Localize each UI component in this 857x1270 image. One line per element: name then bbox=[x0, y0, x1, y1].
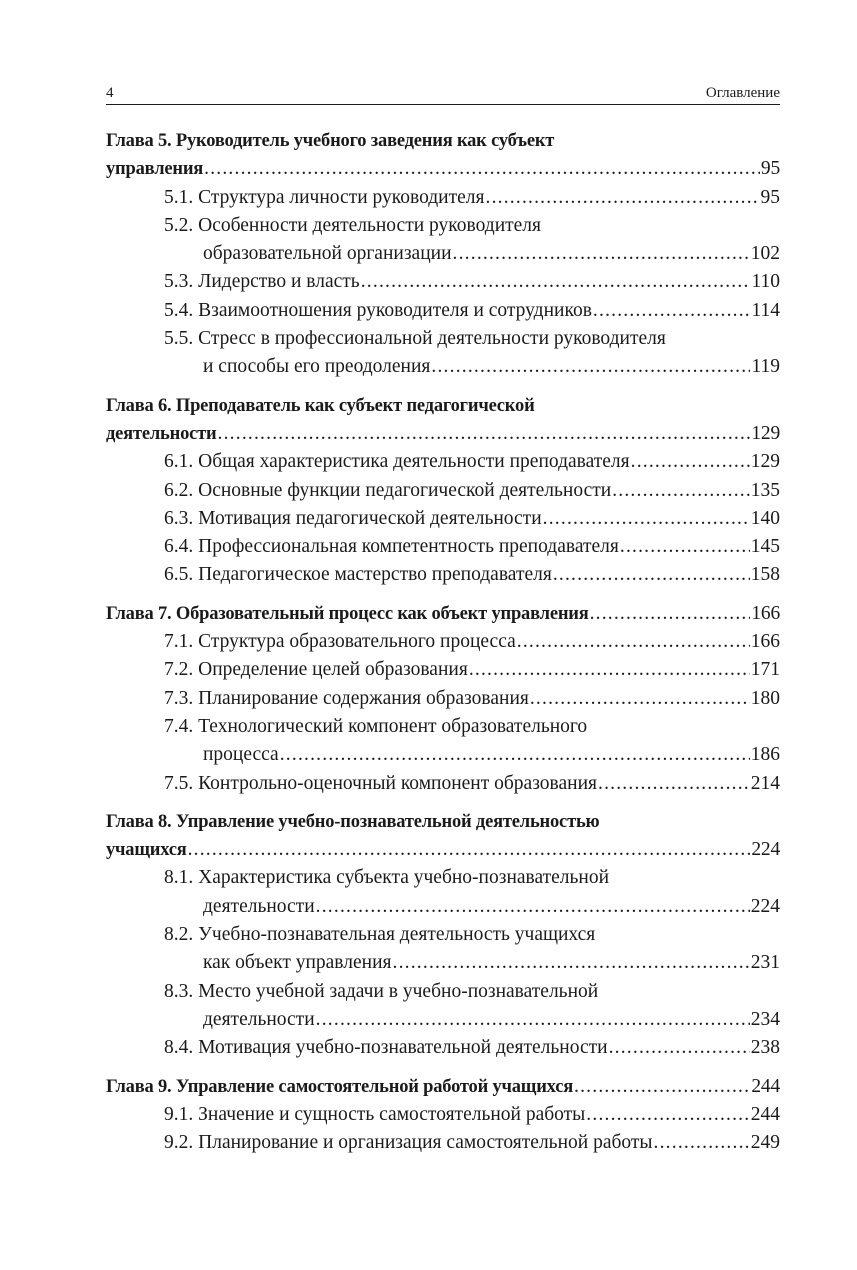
toc-page-number: 158 bbox=[750, 564, 780, 586]
dot-leader bbox=[361, 268, 751, 296]
toc-chapter-line bbox=[106, 155, 780, 183]
toc-entry-text: образовательной организации bbox=[203, 243, 452, 265]
chapter-gap bbox=[106, 1063, 780, 1073]
toc-section-line bbox=[106, 1006, 780, 1034]
toc-section-line bbox=[106, 353, 780, 381]
toc-chapter-line bbox=[106, 808, 780, 836]
toc-chapter-line bbox=[106, 127, 780, 155]
toc-entry-text: 6.3. Мотивация педагогической деятельности bbox=[164, 507, 542, 529]
toc-section-line bbox=[106, 240, 780, 268]
toc-page-number: 95 bbox=[760, 186, 780, 208]
toc-page-number: 224 bbox=[750, 895, 780, 917]
dot-leader bbox=[517, 628, 750, 656]
toc-section-line bbox=[106, 448, 780, 476]
toc-entry-text: Глава 5. Руководитель учебного заведения как субъект bbox=[106, 131, 555, 151]
toc-section-line bbox=[106, 1101, 780, 1129]
toc-page-number: 214 bbox=[750, 772, 780, 794]
toc-entry-text: 9.1. Значение и сущность самостоятельной работы bbox=[164, 1103, 586, 1125]
page-header bbox=[106, 82, 780, 104]
toc-section-line bbox=[106, 533, 780, 561]
toc-section-line bbox=[106, 893, 780, 921]
chapter-gap bbox=[106, 382, 780, 392]
dot-leader bbox=[593, 297, 751, 325]
toc-entry-text: 5.5. Стресс в профессиональной деятельности руководителя bbox=[164, 328, 666, 350]
toc-entry-text: 7.5. Контрольно-оценочный компонент образования bbox=[164, 772, 597, 794]
dot-leader bbox=[586, 1101, 749, 1129]
toc-chapter-block bbox=[106, 808, 780, 1063]
toc-section-line bbox=[106, 656, 780, 684]
toc-entry-text: 8.1. Характеристика субъекта учебно-познавательной bbox=[164, 867, 610, 889]
toc-entry-text: 6.5. Педагогическое мастерство преподавателя bbox=[164, 564, 552, 586]
toc-section-line bbox=[106, 628, 780, 656]
toc-entry-text: 7.2. Определение целей образования bbox=[164, 659, 468, 681]
toc-section-line bbox=[106, 685, 780, 713]
toc-section-line bbox=[106, 864, 780, 892]
toc-entry-text: деятельности bbox=[203, 1008, 315, 1030]
dot-leader bbox=[654, 1129, 750, 1157]
toc-chapter-block bbox=[106, 392, 780, 590]
toc-entry-text: Глава 8. Управление учебно-познавательной деятельностью bbox=[106, 811, 600, 832]
toc-entry-text: 8.4. Мотивация учебно-познавательной деятельности bbox=[164, 1037, 608, 1059]
toc-entry-text: и способы его преодоления bbox=[203, 356, 431, 378]
dot-leader bbox=[574, 1073, 750, 1101]
toc-page-number: 102 bbox=[750, 243, 780, 265]
dot-leader bbox=[431, 353, 750, 381]
toc-page-number: 140 bbox=[750, 507, 780, 529]
toc-entry-text: деятельности bbox=[203, 895, 315, 917]
toc-section-line bbox=[106, 713, 780, 741]
toc-chapter-line bbox=[106, 600, 780, 628]
toc-section-line bbox=[106, 1129, 780, 1157]
toc-page-number: 231 bbox=[750, 952, 780, 974]
toc-entry-text: учащихся bbox=[106, 840, 187, 861]
dot-leader bbox=[590, 600, 751, 628]
toc-page-number: 145 bbox=[750, 536, 780, 558]
toc-page-number: 166 bbox=[751, 602, 780, 624]
page bbox=[106, 82, 780, 1157]
toc-section-line bbox=[106, 184, 780, 212]
dot-leader bbox=[631, 448, 750, 476]
chapter-gap bbox=[106, 798, 780, 808]
dot-leader bbox=[280, 741, 750, 769]
dot-leader bbox=[553, 561, 750, 589]
toc-chapter-line bbox=[106, 1073, 780, 1101]
toc-section-line bbox=[106, 978, 780, 1006]
toc-chapter-line bbox=[106, 836, 780, 864]
toc-chapter-block bbox=[106, 127, 780, 382]
page-number: 4 bbox=[106, 85, 114, 101]
toc-entry-text: управления bbox=[106, 159, 204, 180]
dot-leader bbox=[316, 893, 750, 921]
toc-page-number: 244 bbox=[751, 1075, 780, 1097]
dot-leader bbox=[486, 184, 760, 212]
dot-leader bbox=[469, 656, 750, 684]
toc-page-number: 180 bbox=[750, 687, 780, 709]
toc-section-line bbox=[106, 949, 780, 977]
dot-leader bbox=[204, 155, 760, 183]
toc-section-line bbox=[106, 505, 780, 533]
toc-chapter-block bbox=[106, 600, 780, 798]
toc-section-line bbox=[106, 297, 780, 325]
chapter-gap bbox=[106, 590, 780, 600]
header-rule bbox=[106, 104, 780, 105]
toc-entry-text: 7.3. Планирование содержания образования bbox=[164, 687, 529, 709]
toc-entry-text: как объект управления bbox=[203, 952, 392, 974]
toc-entry-text: Глава 9. Управление самостоятельной работой учащихся bbox=[106, 1076, 574, 1097]
toc-entry-text: 5.4. Взаимоотношения руководителя и сотрудников bbox=[164, 299, 592, 321]
dot-leader bbox=[609, 1034, 750, 1062]
toc-chapter-block bbox=[106, 1073, 780, 1158]
toc-entry-text: 6.2. Основные функции педагогической деятельности bbox=[164, 479, 612, 501]
toc-entry-text: Глава 7. Образовательный процесс как объект управления bbox=[106, 603, 589, 624]
toc-entry-text: деятельности bbox=[106, 423, 217, 444]
toc-page-number: 95 bbox=[760, 158, 780, 180]
toc-page-number: 186 bbox=[750, 744, 780, 766]
dot-leader bbox=[598, 770, 750, 798]
toc-section-line bbox=[106, 212, 780, 240]
toc-page-number: 135 bbox=[750, 479, 780, 501]
table-of-contents bbox=[106, 127, 780, 1157]
toc-entry-text: 5.1. Структура личности руководителя bbox=[164, 186, 485, 208]
running-title: Оглавление bbox=[705, 85, 780, 101]
toc-chapter-line bbox=[106, 420, 780, 448]
toc-page-number: 238 bbox=[750, 1037, 780, 1059]
toc-section-line bbox=[106, 1034, 780, 1062]
toc-page-number: 234 bbox=[750, 1008, 780, 1030]
toc-page-number: 110 bbox=[751, 271, 780, 293]
toc-page-number: 224 bbox=[751, 839, 780, 861]
dot-leader bbox=[188, 836, 751, 864]
toc-section-line bbox=[106, 477, 780, 505]
toc-section-line bbox=[106, 561, 780, 589]
toc-page-number: 171 bbox=[750, 659, 780, 681]
toc-entry-text: 9.2. Планирование и организация самостоятельной работы bbox=[164, 1132, 653, 1154]
dot-leader bbox=[218, 420, 751, 448]
toc-entry-text: 8.2. Учебно-познавательная деятельность учащихся bbox=[164, 924, 596, 946]
toc-chapter-line bbox=[106, 392, 780, 420]
toc-page-number: 114 bbox=[751, 299, 780, 321]
dot-leader bbox=[620, 533, 750, 561]
toc-section-line bbox=[106, 268, 780, 296]
toc-entry-text: 7.1. Структура образовательного процесса bbox=[164, 631, 516, 653]
dot-leader bbox=[530, 685, 750, 713]
toc-page-number: 166 bbox=[750, 631, 780, 653]
toc-page-number: 249 bbox=[750, 1132, 780, 1154]
dot-leader bbox=[543, 505, 750, 533]
toc-section-line bbox=[106, 770, 780, 798]
toc-entry-text: 6.4. Профессиональная компетентность преподавателя bbox=[164, 536, 619, 558]
toc-page-number: 129 bbox=[750, 451, 780, 473]
toc-section-line bbox=[106, 325, 780, 353]
dot-leader bbox=[316, 1006, 750, 1034]
dot-leader bbox=[453, 240, 750, 268]
toc-page-number: 244 bbox=[750, 1103, 780, 1125]
toc-entry-text: процесса bbox=[203, 744, 279, 766]
toc-entry-text: Глава 6. Преподаватель как субъект педагогической bbox=[106, 395, 535, 416]
toc-entry-text: 7.4. Технологический компонент образовательного bbox=[164, 715, 588, 737]
toc-page-number: 119 bbox=[751, 356, 780, 378]
dot-leader bbox=[612, 477, 750, 505]
toc-page-number: 129 bbox=[751, 422, 780, 444]
dot-leader bbox=[393, 949, 750, 977]
toc-entry-text: 8.3. Место учебной задачи в учебно-познавательной bbox=[164, 980, 599, 1002]
toc-section-line bbox=[106, 741, 780, 769]
toc-entry-text: 5.2. Особенности деятельности руководителя bbox=[164, 214, 542, 236]
toc-entry-text: 6.1. Общая характеристика деятельности преподавателя bbox=[164, 451, 630, 473]
toc-entry-text: 5.3. Лидерство и власть bbox=[164, 271, 360, 293]
toc-section-line bbox=[106, 921, 780, 949]
